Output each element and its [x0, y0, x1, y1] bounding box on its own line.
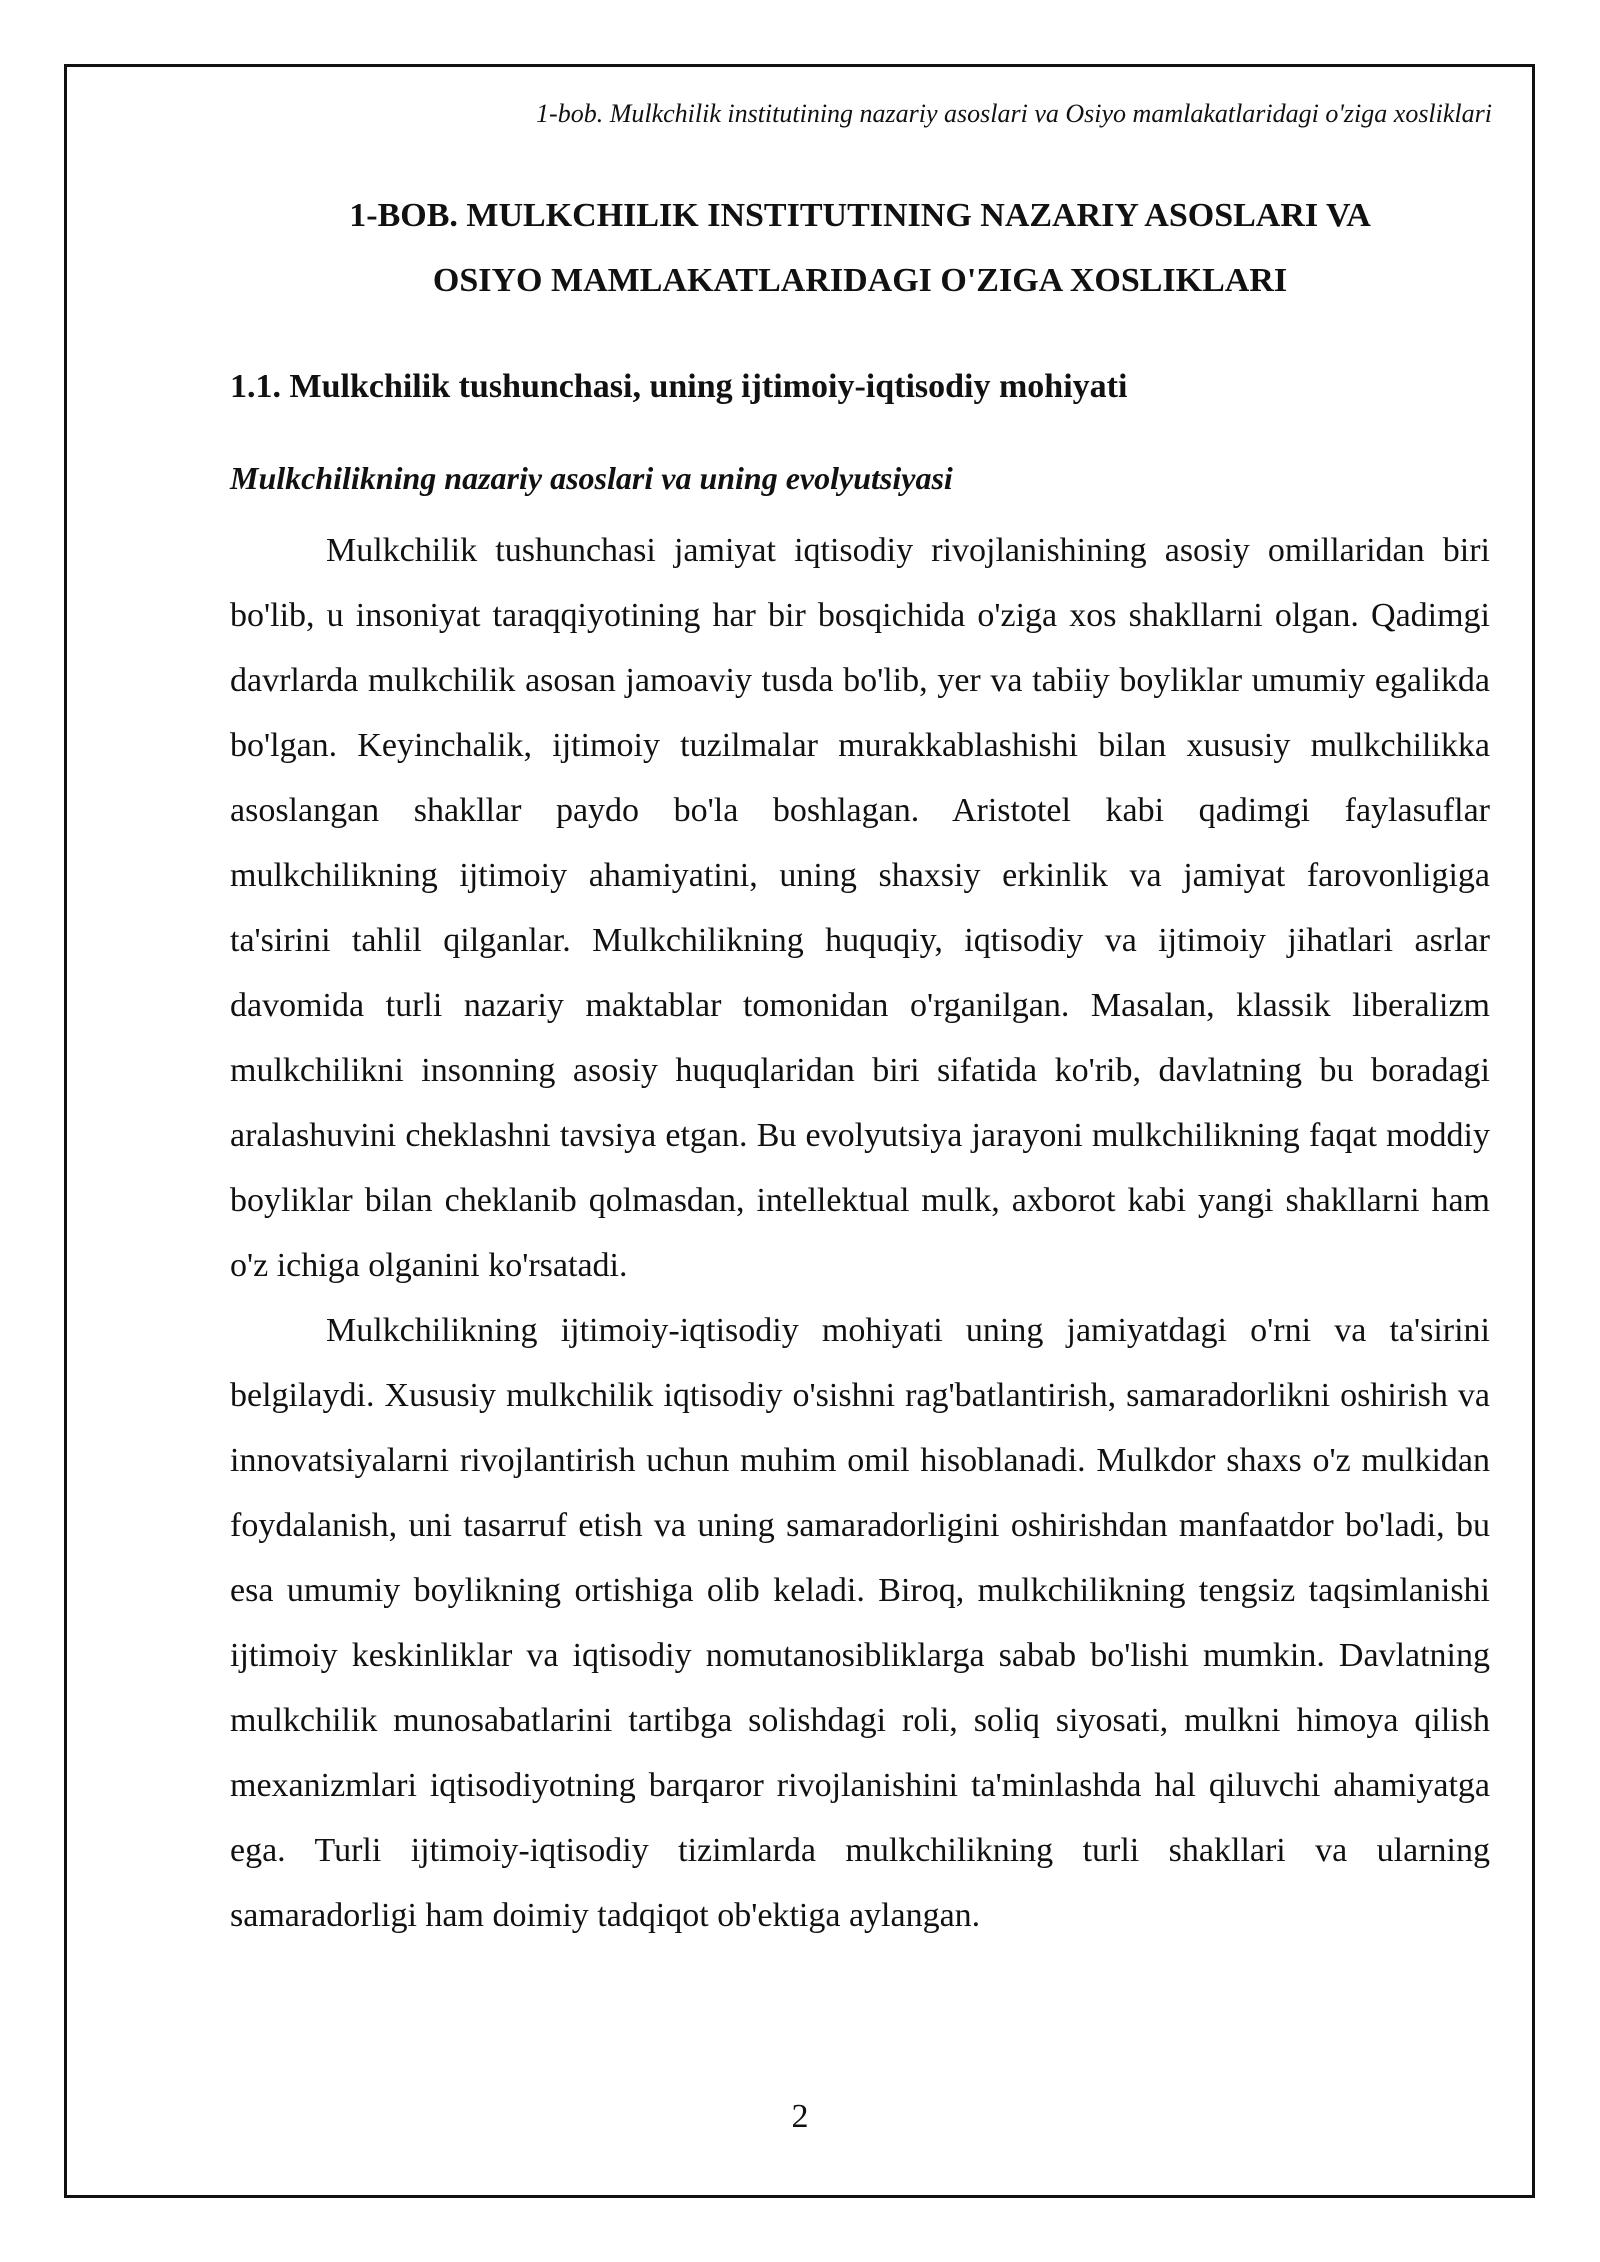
paragraph: Mulkchilik tushunchasi jamiyat iqtisodiy rivojlanishining asosiy omillaridan biri bo'lib, u insoniyat taraqqiyotining har bir bosqichida o'ziga xos shakllarni olgan. Qadimgi davrlarda mulkchilik asosan jamoaviy tusda bo'lib, yer va tabiiy boyliklar umumiy egalikda bo'lgan. Keyinchalik, ijtimoiy tuzilmalar murakkablashishi bilan xususiy mulkchilikka asoslangan shakllar paydo bo'la boshlagan. Aristotel kabi qadimgi faylasuflar mulkchilikning ijtimoiy ahamiyatini, uning shaxsiy erkinlik va jamiyat farovonligiga ta'sirini tahlil qilganlar. Mulkchilikning huquqiy, iqtisodiy va ijtimoiy jihatlari asrlar davomida turli nazariy maktablar tomonidan o'rganilgan. Masalan, klassik liberalizm mulkchilikni insonning asosiy huquqlaridan biri sifatida ko'rib, davlatning bu boradagi aralashuvini cheklashni tavsiya etgan. Bu evolyutsiya jarayoni mulkchilikning faqat moddiy boyliklar bilan cheklanib qolmasdan, intellektual mulk, axborot kabi yangi shakllarni ham o'z ichiga olganini ko'rsatadi.	[230, 532, 1490, 1284]
running-header: 1-bob. Mulkchilik institutining nazariy asoslari va Osiyo mamlakatlaridagi o'ziga xosliklari	[536, 99, 1492, 128]
paragraph: Mulkchilikning ijtimoiy-iqtisodiy mohiyati uning jamiyatdagi o'rni va ta'sirini belgilaydi. Xususiy mulkchilik iqtisodiy o'sishni rag'batlantirish, samaradorlikni oshirish va innovatsiyalarni rivojlantirish uchun muhim omil hisoblanadi. Mulkdor shaxs o'z mulkidan foydalanish, uni tasarruf etish va uning samaradorligini oshirishdan manfaatdor bo'ladi, bu esa umumiy boylikning ortishiga olib keladi. Biroq, mulkchilikning tengsiz taqsimlanishi ijtimoiy keskinliklar va iqtisodiy nomutanosibliklarga sabab bo'lishi mumkin. Davlatning mulkchilik munosabatlarini tartibga solishdagi roli, soliq siyosati, mulkni himoya qilish mexanizmlari iqtisodiyotning barqaror rivojlanishini ta'minlashda hal qiluvchi ahamiyatga ega. Turli ijtimoiy-iqtisodiy tizimlarda mulkchilikning turli shakllari va ularning samaradorligi ham doimiy tadqiqot ob'ektiga aylangan.	[230, 1312, 1490, 1934]
chapter-title	[230, 183, 1490, 313]
subsection-title: Mulkchilikning nazariy asoslari va uning evolyutsiyasi	[230, 460, 953, 496]
chapter-title-line-2: OSIYO MAMLAKATLARIDAGI O'ZIGA XOSLIKLARI	[432, 262, 1288, 299]
chapter-title-line-1: 1-BOB. MULKCHILIK INSTITUTINING NAZARIY ASOSLARI VA	[349, 197, 1371, 234]
body-text	[230, 518, 1490, 1948]
section-title: 1.1. Mulkchilik tushunchasi, uning ijtimoiy-iqtisodiy mohiyati	[230, 368, 1128, 405]
page-number: 2	[791, 2098, 809, 2135]
